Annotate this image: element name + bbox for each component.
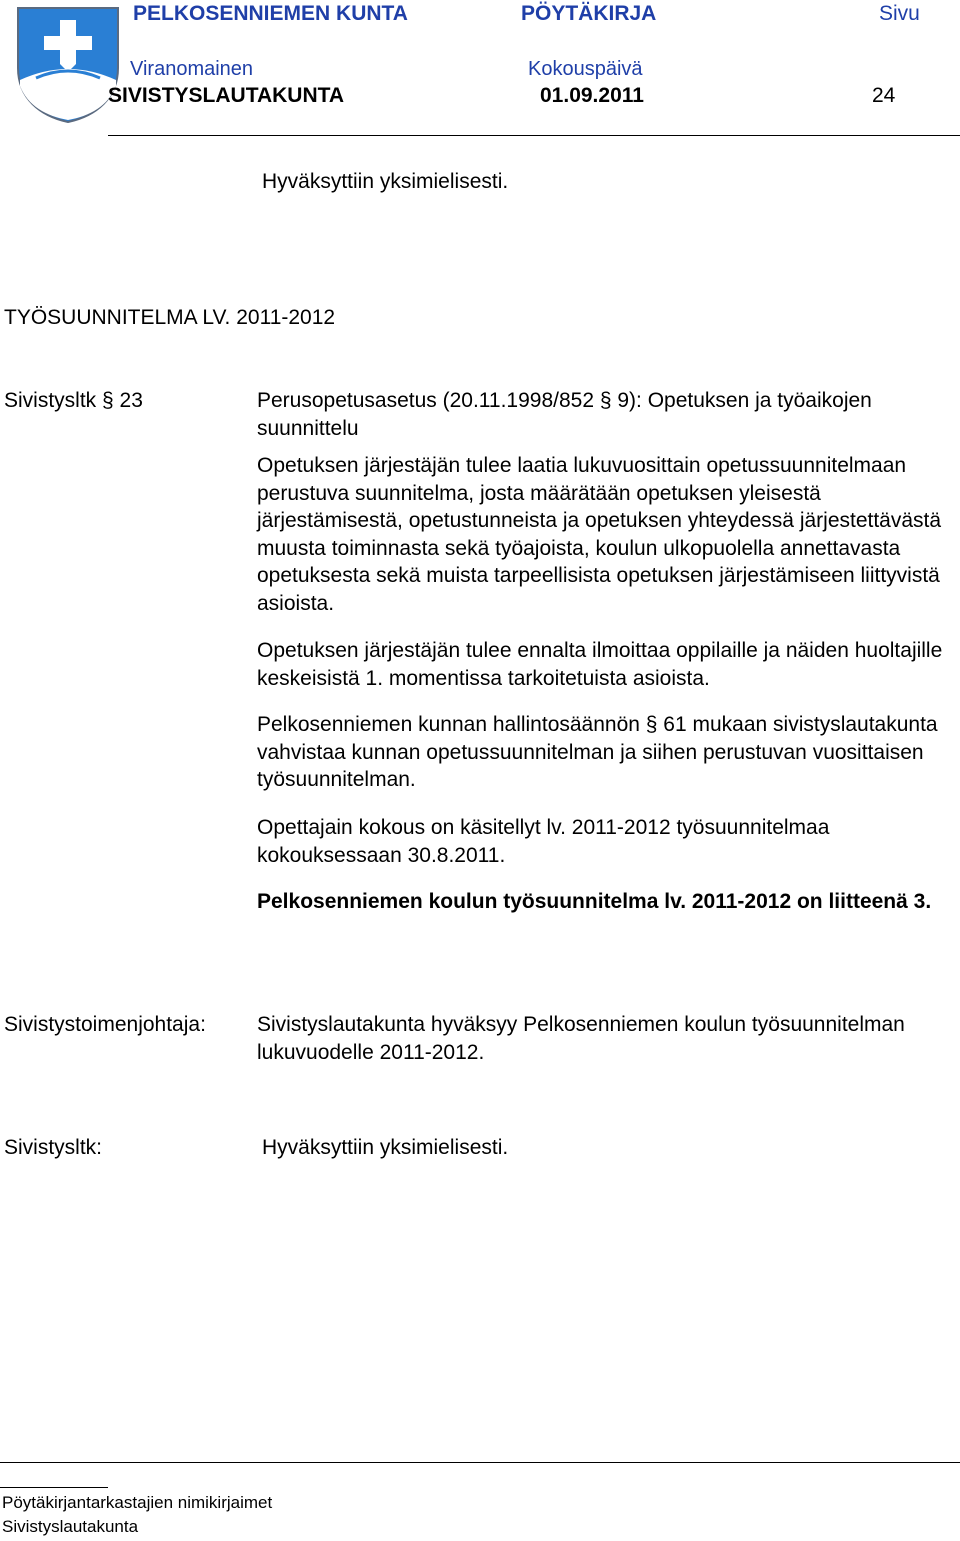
signatures-label: Pöytäkirjantarkastajien nimikirjaimet xyxy=(2,1493,273,1512)
decision-label: Sivistysltk: xyxy=(4,1136,103,1159)
document-type: PÖYTÄKIRJA xyxy=(521,2,657,25)
proposal-label: Sivistystoimenjohtaja: xyxy=(4,1013,206,1036)
page-number: 24 xyxy=(872,84,896,107)
proposal-text: Sivistyslautakunta hyväksyy Pelkosenniemen koulun työsuunnitelman lukuvuodelle 2011-2012. xyxy=(257,1013,905,1064)
footer-divider xyxy=(0,1462,960,1463)
item-paragraph-1: Opetuksen järjestäjän tulee laatia lukuvuosittain opetussuunnitelmaan perustuva suunnitelma, josta määrätään opetuksen yleisestä järjestämisestä, opetustunneista ja opetuksen yhteydessä järjestettävästä muusta toiminnasta sekä työajoista, koulun ulkopuolella annettavasta opetuksesta sekä muista tarpeellisista opetuksen järjestämiseen liittyvistä asioista. xyxy=(257,454,942,615)
item-label: Sivistysltk § 23 xyxy=(4,389,143,412)
item-paragraph-3: Pelkosenniemen kunnan hallintosäännön § 61 mukaan sivistyslautakunta vahvistaa kunnan opetussuunnitelman ja siihen perustuvan vuosittaisen työsuunnitelman. xyxy=(257,713,938,791)
municipal-crest-icon xyxy=(16,6,120,124)
meeting-date-label: Kokouspäivä xyxy=(528,58,643,80)
item-paragraph-4: Opettajain kokous on käsitellyt lv. 2011-2012 työsuunnitelmaa kokouksessaan 30.8.2011. xyxy=(257,816,830,867)
item-heading: Perusopetusasetus (20.11.1998/852 § 9): Opetuksen ja työaikojen suunnittelu xyxy=(257,389,872,440)
meeting-date: 01.09.2011 xyxy=(540,84,644,107)
municipality-name: PELKOSENNIEMEN KUNTA xyxy=(133,2,408,25)
attachment-note: Pelkosenniemen koulun työsuunnitelma lv. 2011-2012 on liitteenä 3. xyxy=(257,890,932,913)
section-title: TYÖSUUNNITELMA LV. 2011-2012 xyxy=(4,306,336,329)
item-paragraph-2: Opetuksen järjestäjän tulee ennalta ilmoittaa oppilaille ja näiden huoltajille keskeisistä 1. momentissa tarkoitetuista asioista. xyxy=(257,639,943,690)
previous-decision-text: Hyväksyttiin yksimielisesti. xyxy=(262,170,509,193)
decision-text: Hyväksyttiin yksimielisesti. xyxy=(262,1136,509,1159)
page-label: Sivu xyxy=(879,2,920,25)
authority-label: Viranomainen xyxy=(130,58,254,80)
header-divider xyxy=(108,135,960,136)
signature-line xyxy=(0,1487,108,1488)
authority-name: SIVISTYSLAUTAKUNTA xyxy=(108,84,345,107)
footer-board-name: Sivistyslautakunta xyxy=(2,1517,139,1536)
